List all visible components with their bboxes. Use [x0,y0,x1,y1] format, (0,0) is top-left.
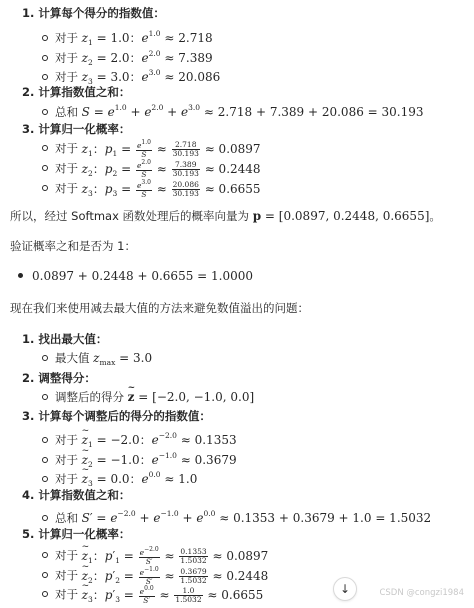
max-row: 最大值 $z_{max} = 3.0$ [42,350,152,371]
bullet-icon [42,515,48,521]
bullet-icon [42,74,48,80]
bullet-icon [42,437,48,443]
intro-2: 现在我们来使用减去最大值的方法来避免数值溢出的问题： [10,301,309,315]
adj-prob-row-1: 对于 ~ $z_1$：$p'_1$ = $\frac{e^{-2.0}}{S'}$ ≈ $\frac{0.1353}{1.5032}$ ≈ 0.0897 [42,546,268,569]
bullet-icon [18,273,23,278]
bullet-icon [42,55,48,61]
section-3-title: 3. 计算归一化概率： [22,122,131,136]
scroll-down-button[interactable] [333,577,357,601]
bullet-icon [42,109,48,115]
adj-sum-row: 总和 $S' = e^{-2.0} + e^{-1.0} + e^{0.0} \approx 0.1353 + 0.3679 + 1.0 = 1.5032$ [42,506,431,526]
adj-prob-row-2: 对于 ~ $z_2$：$p'_2$ = $\frac{e^{-1.0}}{S'}$ ≈ $\frac{0.3679}{1.5032}$ ≈ 0.2448 [42,566,268,589]
adj-exp-row-1: 对于 ~ $z_1 = -2.0$：$e^{-2.0} \approx 0.1353$ [42,428,237,453]
watermark: CSDN @congzi1984 [379,588,464,598]
summary-line: 所以，经过 Softmax 函数处理后的概率向量为 p = [0.0897, 0.2448, 0.6655]。 [10,209,441,223]
sum-row: 总和 $S = e^{1.0} + e^{2.0} + e^{3.0} \approx 2.718 + 7.389 + 20.086 = 30.193$ [42,100,424,120]
bullet-icon [42,457,48,463]
step-2-title: 2. 调整得分： [22,371,96,385]
prob-row-3: 对于 $z_3$：$p_3$ = $\frac{e^{3.0}}{S}$ ≈ $\frac{20.086}{30.193}$ ≈ 0.6655 [42,179,261,202]
step-3-title: 3. 计算每个调整后的得分的指数值： [22,409,211,423]
bullet-icon [42,355,48,361]
step-4-title: 4. 计算指数值之和： [22,488,131,502]
bullet-icon [42,552,48,558]
bullet-icon [42,591,48,597]
bullet-icon [42,165,48,171]
exp-row-2: 对于 $z_2 = 2.0$：$e^{2.0} \approx 7.389$ [42,46,213,71]
adjust-row: 调整后的得分 ~ z = [−2.0, −1.0, 0.0] [42,389,254,405]
bullet-icon [42,394,48,400]
section-1-title: 1. 计算每个得分的指数值： [22,6,165,20]
verify-title: 验证概率之和是否为 1： [10,239,136,253]
bullet-icon [42,35,48,41]
adj-prob-row-3: 对于 ~ $z_3$：$p'_3$ = $\frac{e^{0.0}}{S'}$ ≈ $\frac{1.0}{1.5032}$ ≈ 0.6655 [42,585,263,608]
prob-row-1: 对于 $z_1$：$p_1$ = $\frac{e^{1.0}}{S}$ ≈ $\frac{2.718}{30.193}$ ≈ 0.0897 [42,139,261,162]
exp-row-3: 对于 $z_3 = 3.0$：$e^{3.0} \approx 20.086$ [42,65,220,90]
section-2-title: 2. 计算指数值之和： [22,85,131,99]
step-1-title: 1. 找出最大值： [22,332,108,346]
adj-exp-row-2: 对于 ~ $z_2 = -1.0$：$e^{-1.0} \approx 0.3679$ [42,448,237,473]
verify-row: 0.0897 + 0.2448 + 0.6655 = 1.0000 [18,268,253,284]
bullet-icon [42,572,48,578]
adj-exp-row-3: 对于 ~ $z_3 = 0.0$：$e^{0.0} \approx 1.0$ [42,467,197,492]
step-5-title: 5. 计算归一化概率： [22,527,131,541]
bullet-icon [42,145,48,151]
prob-row-2: 对于 $z_2$：$p_2$ = $\frac{e^{2.0}}{S}$ ≈ $\frac{7.389}{30.193}$ ≈ 0.2448 [42,159,261,182]
bullet-icon [42,185,48,191]
bullet-icon [42,476,48,482]
arrow-down-icon: ↓ [339,582,351,596]
exp-row-1: 对于 $z_1 = 1.0$：$e^{1.0} \approx 2.718$ [42,26,213,51]
